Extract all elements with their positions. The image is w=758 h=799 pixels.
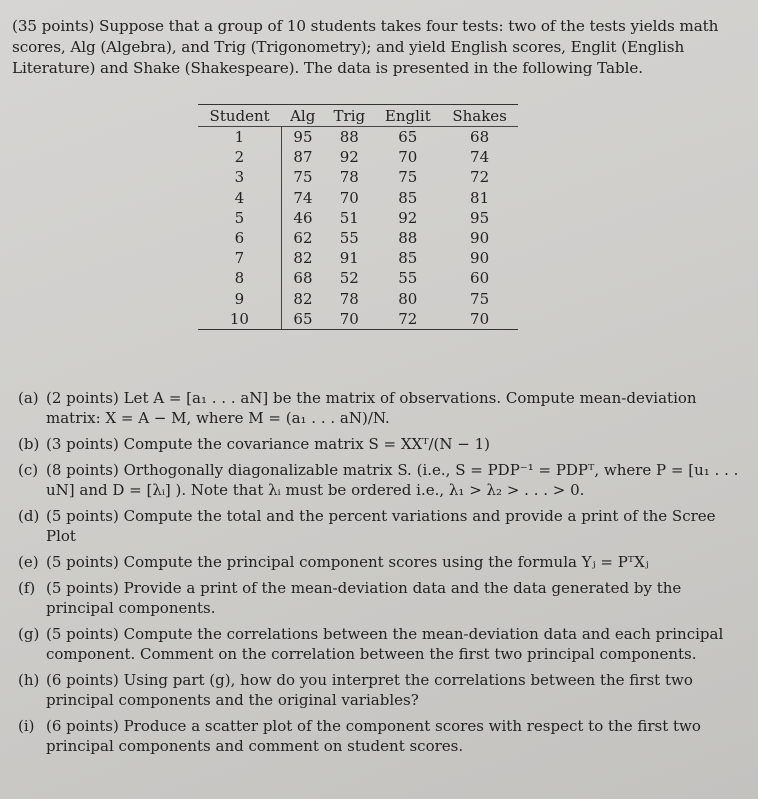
table-cell: 85 [398,188,418,207]
table-cell: 87 [293,148,313,167]
table-cell: 95 [293,128,313,147]
question-text: (5 points) Compute the total and the percent variations and provide a print of the Scree Plot [46,507,716,545]
question-text: (8 points) Orthogonally diagonalizable matrix S. (i.e., S = PDP⁻¹ = PDPᵀ, where P = [u₁ . . . uN] and D = [λᵢ] ). Note that λᵢ must be ordered i.e., λ₁ > λ₂ > . . . > 0. [46,461,739,499]
table-cell: 8 [198,268,281,288]
question-text: (2 points) Let A = [a₁ . . . aN] be the matrix of observations. Compute mean-deviation matrix: X = A − M, where M = (a₁ . . . aN)/N. [46,389,697,427]
table-cell: 62 [293,229,313,248]
table-cell: 4 [198,188,281,208]
question-text: (3 points) Compute the covariance matrix S = XXᵀ/(N − 1) [46,435,491,453]
question-item [18,506,746,546]
table-cell: 75 [293,168,313,187]
question-text: (5 points) Compute the correlations between the mean-deviation data and each principal component. Comment on the correlation between the first two principal components. [46,625,724,663]
table-cell: 81 [470,188,490,207]
table-cell: 46 [293,208,313,227]
table-cell: 72 [374,309,441,330]
question-text: (6 points) Produce a scatter plot of the component scores with respect to the first two principal components and comment on student scores. [46,717,701,755]
table-row [198,228,518,248]
header-student: Student [198,105,281,127]
table-cell: 51 [339,208,359,227]
table-body [198,127,518,330]
table-cell: 90 [470,249,490,268]
table-cell: 9 [198,289,281,309]
scores-table-container [198,104,518,330]
table-cell: 92 [398,208,418,227]
table-cell: 5 [198,208,281,228]
question-label: (i) [18,717,35,735]
question-text: (5 points) Provide a print of the mean-deviation data and the data generated by the principal components. [46,579,682,617]
table-row [198,268,518,288]
question-item [18,434,746,454]
table-cell: 74 [470,148,490,167]
question-text: (5 points) Compute the principal component scores using the formula Yⱼ = PᵀXⱼ [46,553,649,571]
table-row [198,127,518,148]
question-list [18,388,746,762]
table-cell: 68 [293,269,313,288]
table-cell: 90 [470,229,490,248]
question-label: (g) [18,625,40,643]
question-text: (6 points) Using part (g), how do you interpret the correlations between the first two principal components and the original variables? [46,671,693,709]
table-cell: 74 [293,188,313,207]
table-cell: 82 [293,249,313,268]
table-cell: 68 [470,128,490,147]
table-cell: 70 [339,188,359,207]
question-item [18,388,746,428]
question-label: (a) [18,389,39,407]
table-cell: 88 [398,229,418,248]
header-shakes: Shakes [441,105,518,127]
table-cell: 3 [198,167,281,187]
table-row [198,208,518,228]
table-row [198,188,518,208]
table-cell: 92 [339,148,359,167]
question-item [18,670,746,710]
table-cell: 72 [470,168,490,187]
question-label: (b) [18,435,40,453]
table-cell: 75 [398,168,418,187]
table-cell: 2 [198,147,281,167]
table-cell: 55 [339,229,359,248]
table-row [198,147,518,167]
table-row [198,289,518,309]
header-trig: Trig [324,105,374,127]
table-cell: 60 [470,269,490,288]
question-item [18,460,746,500]
table-cell: 70 [324,309,374,330]
table-cell: 65 [398,128,418,147]
table-cell: 70 [441,309,518,330]
problem-intro: (35 points) Suppose that a group of 10 students takes four tests: two of the tests yields math scores, Alg (Algebra), and Trig (Trigonometry); and yield English scores, Englit (English Literature) and Shake (Shakespeare). The data is presented in the following Table. [12,17,719,77]
table-cell: 52 [339,269,359,288]
table-cell: 75 [470,289,490,308]
question-item [18,552,746,572]
question-item [18,624,746,664]
table-cell: 78 [339,168,359,187]
table-cell: 70 [398,148,418,167]
table-cell: 10 [198,309,281,330]
table-cell: 82 [293,289,313,308]
table-cell: 88 [339,128,359,147]
table-cell: 78 [339,289,359,308]
table-cell: 65 [281,309,324,330]
table-cell: 55 [398,269,418,288]
table-row [198,309,518,330]
table-cell: 85 [398,249,418,268]
table-row [198,167,518,187]
question-label: (e) [18,553,39,571]
question-item [18,716,746,756]
table-cell: 91 [339,249,359,268]
header-englit: Englit [374,105,441,127]
table-cell: 80 [398,289,418,308]
header-alg: Alg [281,105,324,127]
table-header-row [198,105,518,127]
question-label: (c) [18,461,39,479]
table-row [198,248,518,268]
question-item [18,578,746,618]
table-cell: 7 [198,248,281,268]
question-label: (h) [18,671,40,689]
scores-table [198,104,518,330]
table-cell: 1 [198,127,281,148]
table-cell: 6 [198,228,281,248]
question-label: (f) [18,579,36,597]
table-cell: 95 [470,208,490,227]
question-label: (d) [18,507,40,525]
